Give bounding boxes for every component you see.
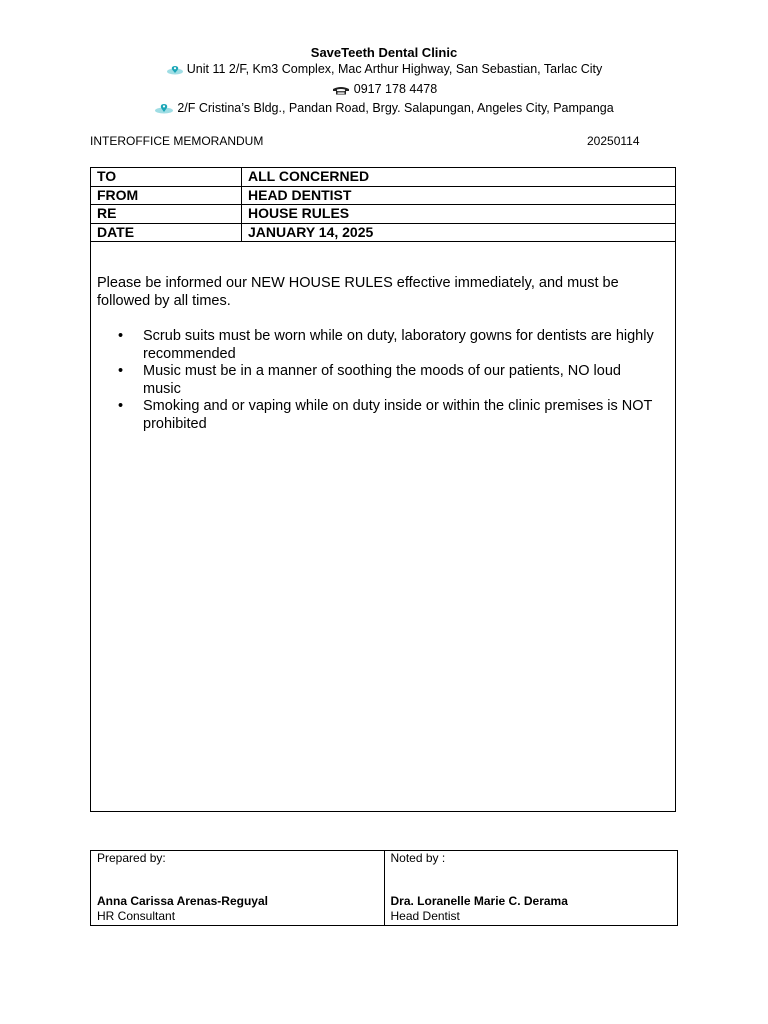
location-pin-icon	[154, 102, 174, 120]
list-item	[91, 398, 661, 433]
memo-row-date	[91, 223, 675, 242]
memo-row-from	[91, 186, 675, 205]
house-rules-list	[91, 328, 661, 433]
location-pin-icon	[166, 63, 184, 81]
signature-table	[90, 850, 678, 926]
from-value: HEAD DENTIST	[242, 186, 676, 205]
memo-intro: Please be informed our NEW HOUSE RULES effective immediately, and must be followed by all times.	[97, 275, 619, 309]
re-value: HOUSE RULES	[242, 205, 676, 224]
bullet: •	[118, 363, 124, 379]
address-line-2	[0, 100, 768, 120]
rule-text: Music must be in a manner of soothing the moods of our patients, NO loud music	[143, 363, 621, 397]
re-label: RE	[91, 205, 242, 224]
clinic-name: SaveTeeth Dental Clinic	[310, 45, 458, 60]
rule-text: Smoking and or vaping while on duty inside or within the clinic premises is NOT prohibited	[143, 398, 653, 432]
noted-by-name: Dra. Loranelle Marie C. Derama	[390, 894, 568, 908]
phone-text: 0917 178 4478	[353, 81, 438, 96]
noted-by-cell	[384, 851, 678, 926]
prepared-by-name: Anna Carissa Arenas-Reguyal	[97, 894, 268, 908]
prepared-by-cell	[91, 851, 385, 926]
bullet: •	[118, 398, 124, 414]
list-item	[91, 328, 661, 363]
prepared-by-heading: Prepared by:	[97, 851, 166, 865]
address-1-text: Unit 11 2/F, Km3 Complex, Mac Arthur Highway, San Sebastian, Tarlac City	[186, 62, 603, 76]
address-2-text: 2/F Cristina’s Bldg., Pandan Road, Brgy. Salapungan, Angeles City, Pampanga	[177, 101, 614, 115]
prepared-by-title: HR Consultant	[97, 909, 176, 923]
address-line-1	[0, 61, 768, 81]
memo-number: 20250114	[587, 134, 640, 148]
memo-row-to	[91, 168, 675, 186]
rule-text: Scrub suits must be worn while on duty, laboratory gowns for dentists are highly recommended	[143, 328, 654, 362]
phone-line	[0, 81, 768, 101]
to-value: ALL CONCERNED	[242, 168, 676, 186]
date-label: DATE	[91, 223, 242, 242]
memo-row-re	[91, 205, 675, 224]
list-item	[91, 363, 661, 398]
noted-by-title: Head Dentist	[390, 909, 460, 923]
memo-info-table	[91, 168, 675, 242]
letterhead	[0, 44, 768, 120]
memo-label: INTEROFFICE MEMORANDUM	[90, 134, 264, 148]
noted-by-heading: Noted by :	[390, 851, 446, 865]
date-value: JANUARY 14, 2025	[242, 223, 676, 242]
bullet: •	[118, 328, 124, 344]
telephone-icon	[331, 83, 351, 101]
memo-box	[90, 167, 676, 812]
to-label: TO	[91, 168, 242, 186]
from-label: FROM	[91, 186, 242, 205]
